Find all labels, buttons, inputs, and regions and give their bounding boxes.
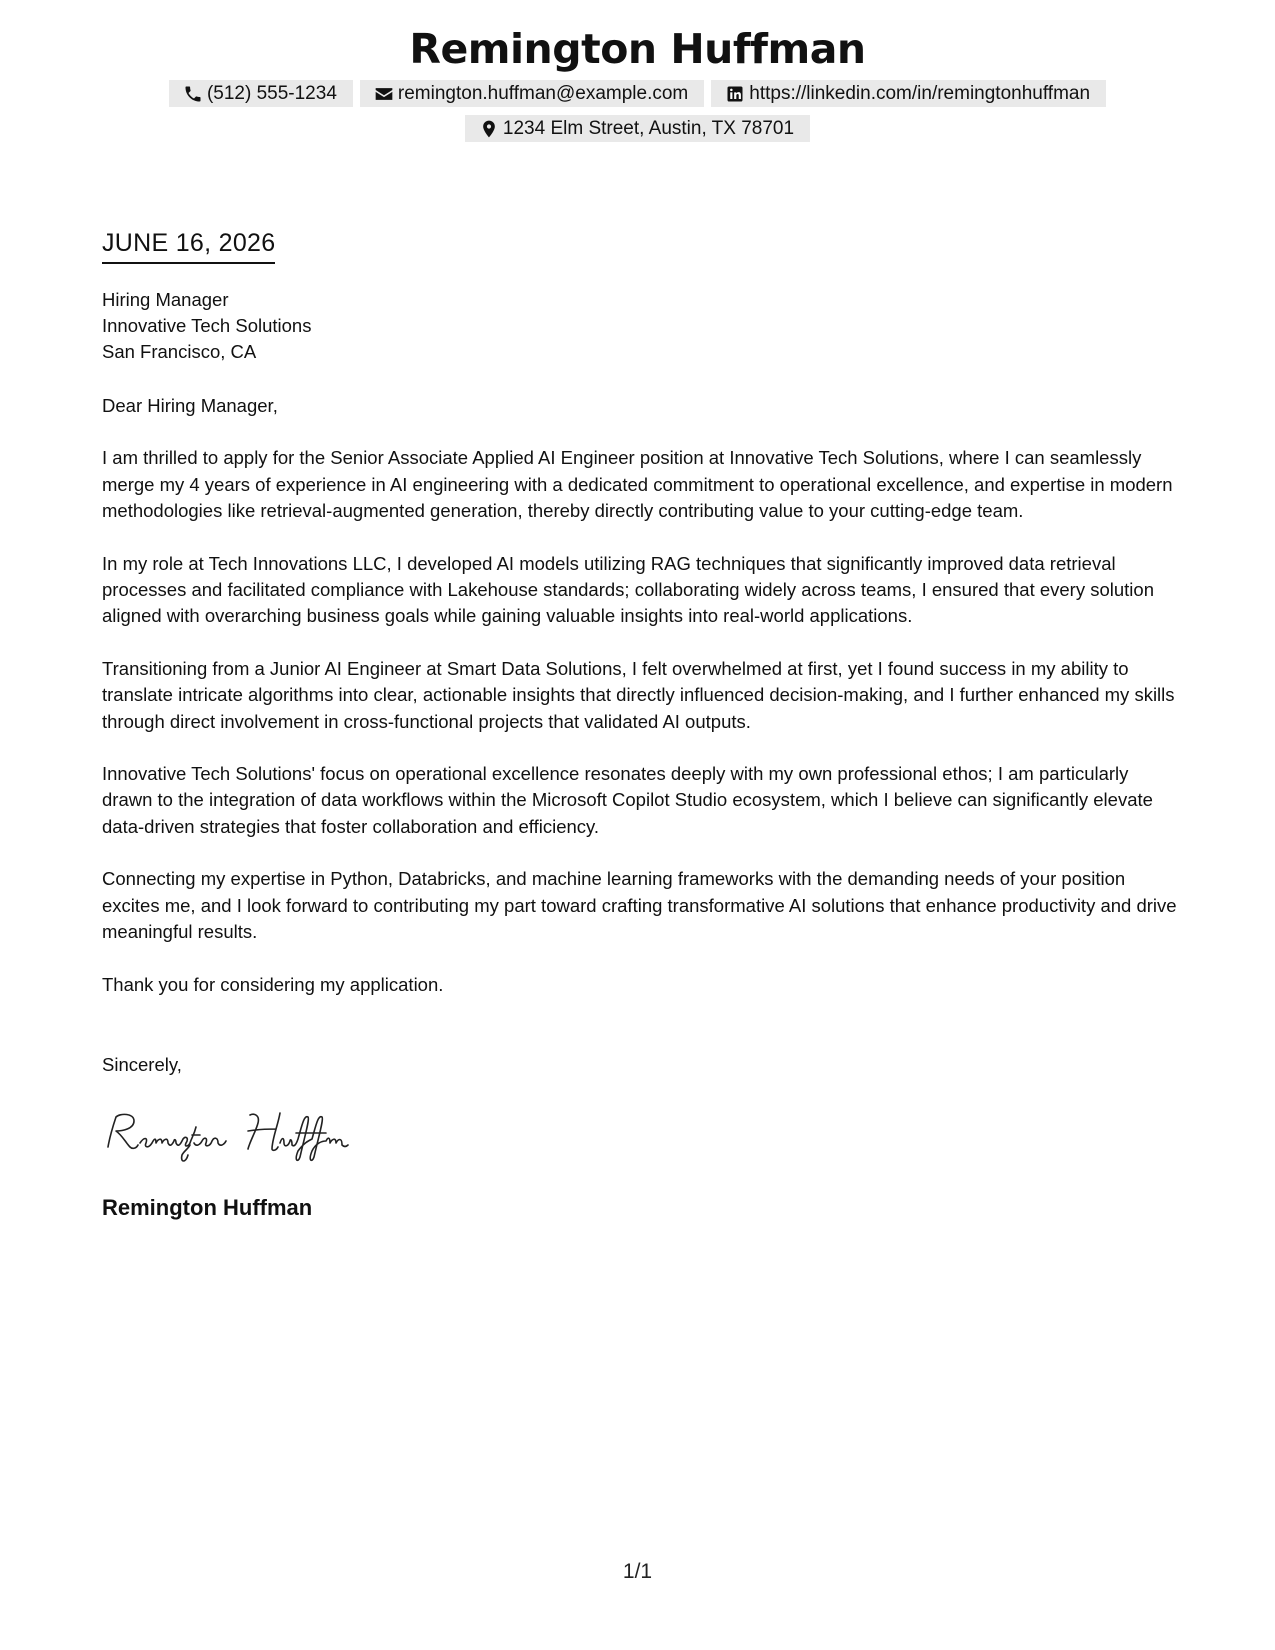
closing: Sincerely,: [102, 1054, 182, 1075]
paragraph: Connecting my expertise in Python, Databricks, and machine learning frameworks with the demanding needs of your position excites me, and I look forward to contributing my part toward crafting transformative AI solutions that enhance productivity and drive meaningful results.: [102, 868, 1177, 943]
salutation: Dear Hiring Manager,: [102, 395, 278, 416]
contact-row: [0, 80, 1275, 107]
envelope-icon: [374, 84, 394, 104]
recipient-block: [102, 287, 311, 365]
recipient-company: Innovative Tech Solutions: [102, 315, 312, 336]
letter-body: [102, 393, 1182, 1024]
contact-row: [0, 115, 1275, 142]
paragraph: Thank you for considering my application.: [102, 973, 444, 995]
handwritten-signature: [100, 1105, 370, 1165]
printed-name: Remington Huffman: [102, 1195, 313, 1220]
address-text: 1234 Elm Street, Austin, TX 78701: [502, 117, 795, 139]
recipient-title: Hiring Manager: [102, 289, 229, 310]
page-number: 1/1: [622, 1560, 653, 1583]
applicant-name: Remington Huffman: [409, 25, 866, 73]
contact-address: [465, 115, 810, 142]
contact-phone: [169, 80, 353, 107]
paragraph: Innovative Tech Solutions' focus on operational excellence resonates deeply with my own professional ethos; I am particularly drawn to the integration of data workflows within the Microsoft Copilot Studio ecosystem, which I believe can significantly elevate data-driven strategies that foster collaboration and efficiency.: [102, 763, 1153, 837]
linkedin-icon: [725, 84, 745, 104]
linkedin-text: https://linkedin.com/in/remingtonhuffman: [749, 82, 1091, 104]
letter-date: JUNE 16, 2026: [102, 228, 275, 264]
recipient-location: San Francisco, CA: [102, 341, 257, 362]
phone-icon: [183, 84, 203, 104]
email-text: remington.huffman@example.com: [397, 82, 689, 104]
paragraph: In my role at Tech Innovations LLC, I developed AI models utilizing RAG techniques that significantly improved data retrieval processes and facilitated compliance with Lakehouse standards; collaborating widely across teams, I ensured that every solution aligned with overarching business goals while gaining valuable insights into real-world applications.: [102, 552, 1154, 627]
contact-linkedin[interactable]: [711, 80, 1106, 107]
paragraph: I am thrilled to apply for the Senior Associate Applied AI Engineer position at Innovative Tech Solutions, where I can seamlessly merge my 4 years of experience in AI engineering with a dedicated commitment to operational excellence, and expertise in modern methodologies like retrieval-augmented generation, thereby directly contributing value to your cutting-edge team.: [102, 447, 1173, 522]
contact-email[interactable]: [360, 80, 704, 107]
paragraph: Transitioning from a Junior AI Engineer at Smart Data Solutions, I felt overwhelmed at first, yet I found success in my ability to translate intricate algorithms into clear, actionable insights that directly influenced decision-making, and I further enhanced my skills through direct involvement in cross-functional projects that validated AI outputs.: [102, 657, 1175, 732]
phone-text: (512) 555-1234: [206, 82, 337, 104]
map-marker-icon: [479, 119, 499, 139]
